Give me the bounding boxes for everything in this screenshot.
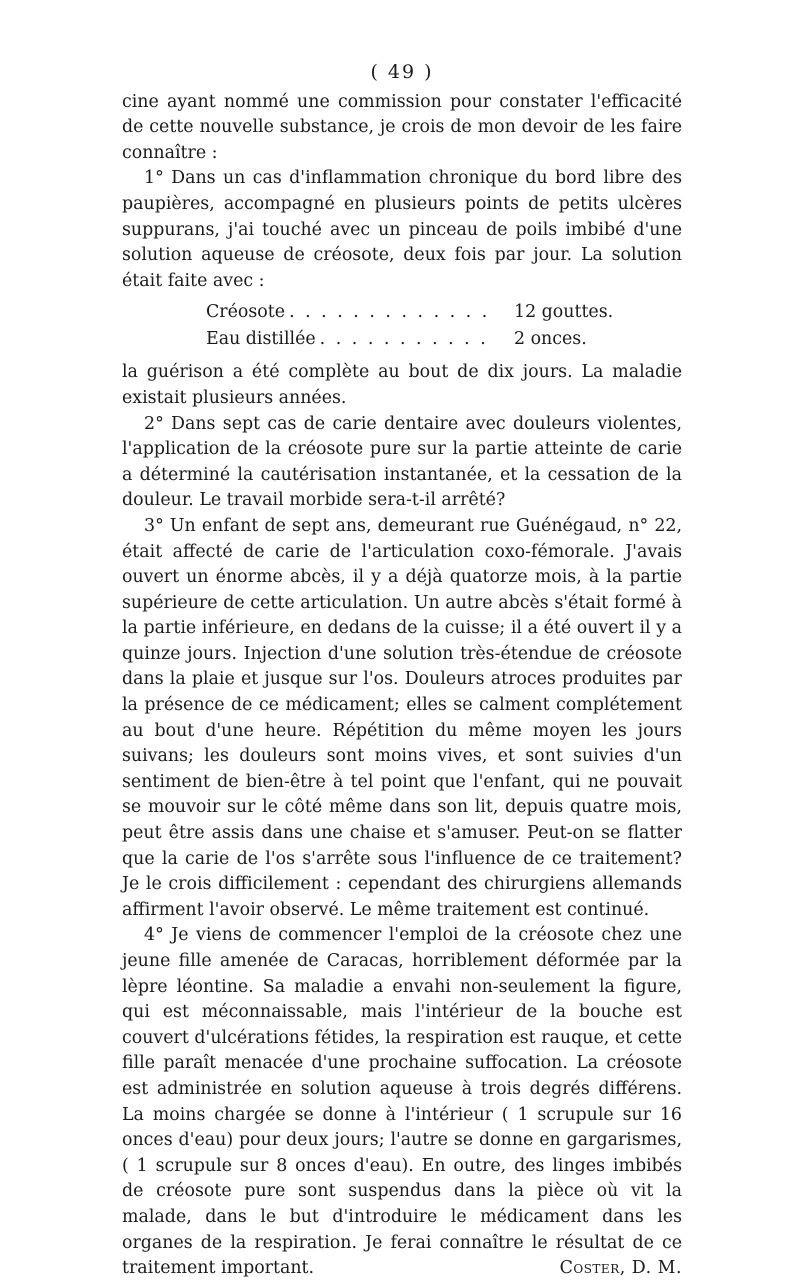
recipe-quantity: 12 gouttes. xyxy=(514,302,614,323)
recipe-quantity: 2 onces. xyxy=(514,329,587,350)
paragraph-case-4-text: 4° Je viens de commencer l'emploi de la créosote chez une jeune fille amenée de Caracas, horriblement déformée par la lèpre léontine. Sa maladie a envahi non-seulement la figure, qui est méconnaissable, mais l'intérieur de la bouche est couvert d'ulcérations fétides, la respiration est rauque, et cette fille paraît menacée d'une prochaine suffocation. La créosote est administrée en solution aqueuse à trois degrés différens. La moins chargée se donne à l'intérieur ( 1 scrupule sur 16 onces d'eau) pour deux jours; l'autre se donne en gargarismes, ( 1 scrupule sur 8 onces d'eau). En outre, des linges imbibés de créosote pure sont suspendus dans la pièce où vit la malade, dans le but d'introduire le médicament dans les organes de la respiration. Je ferai connaître le résultat de ce traitement important. xyxy=(122,925,682,1279)
recipe-ingredient: Eau distillée xyxy=(206,329,316,350)
paragraph-case-4 xyxy=(122,923,682,1281)
paragraph-intro: cine ayant nommé une commission pour constater l'efficacité de cette nouvelle substance, je crois de mon devoir de les faire connaître : xyxy=(122,91,682,163)
paragraph-case-2: 2° Dans sept cas de carie dentaire avec douleurs violentes, l'application de la créosote pure sur la partie atteinte de carie a déterminé la cautérisation instantanée, et la cessation de la douleur. Le travail morbide sera-t-il arrêté? xyxy=(122,413,682,511)
page-number: ( 49 ) xyxy=(370,61,434,83)
recipe-row xyxy=(206,300,614,327)
recipe-row xyxy=(206,327,606,354)
recipe-leader-dots: . . . . . . . . . . . . . xyxy=(289,302,490,323)
paragraph-case-1: 1° Dans un cas d'inflammation chronique du bord libre des paupières, accompagné en plusieurs points de petits ulcères suppurans, j'ai touché avec un pinceau de poils imbibé d'une solution aqueuse de créosote, deux fois par jour. La solution était faite avec : xyxy=(122,168,682,291)
document-page xyxy=(122,60,682,1282)
recipe-ingredient: Créosote xyxy=(206,302,286,323)
author-signature: Coster, D. M. xyxy=(559,1258,682,1279)
paragraph-case-1-result: la guérison a été complète au bout de dix jours. La maladie existait plusieurs années. xyxy=(122,362,682,408)
recipe-leader-dots: . . . . . . . . . . . xyxy=(319,329,489,350)
paragraph-case-3: 3° Un enfant de sept ans, demeurant rue Guénégaud, n° 22, était affecté de carie de l'articulation coxo-fémorale. J'avais ouvert un énorme abcès, il y a déjà quatorze mois, à la partie supérieure de cette articulation. Un autre abcès s'était formé à la partie inférieure, en dedans de la cuisse; il a été ouvert il y a quinze jours. Injection d'une solution très-étendue de créosote dans la plaie et jusque sur l'os. Douleurs atroces produites par la présence de ce médicament; elles se calment complétement au bout d'une heure. Répétition du même moyen les jours suivans; les douleurs sont moins vives, et sont suivies d'un sentiment de bien-être à tel point que l'enfant, qui ne pouvait se mouvoir sur le côté même dans son lit, depuis quatre mois, peut être assis dans une chaise et s'amuser. Peut-on se flatter que la carie de l'os s'arrête sous l'influence de ce traitement? Je le crois difficilement : cependant des chirurgiens allemands affirment l'avoir observé. Le même traitement est continué. xyxy=(122,515,682,920)
recipe-table xyxy=(206,300,614,354)
